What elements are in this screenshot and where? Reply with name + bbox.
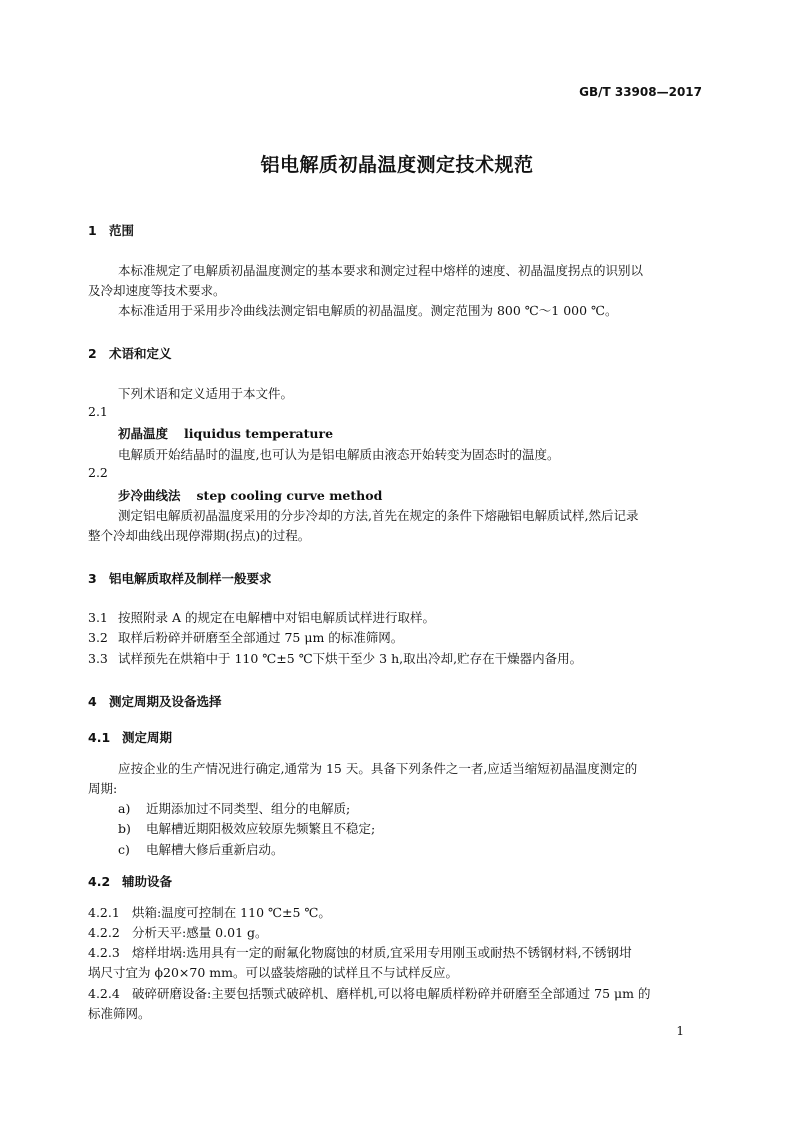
clause-number: 3.3	[88, 651, 108, 666]
section-3-heading	[88, 569, 272, 587]
term-number: 2.2	[88, 465, 108, 480]
list-item	[118, 840, 284, 858]
clause-item	[88, 608, 435, 626]
term-definition: 电解质开始结晶时的温度,也可认为是铝电解质由液态开始转变为固态时的温度。	[118, 447, 560, 462]
term-english: liquidus temperature	[184, 426, 334, 441]
section-number: 3	[88, 571, 97, 586]
subsection-number: 4.1	[88, 730, 111, 745]
clause-text: 烘箱:温度可控制在 110 ℃±5 ℃。	[132, 905, 331, 920]
section-title: 铝电解质取样及制样一般要求	[109, 571, 272, 586]
paragraph-line: 周期:	[88, 781, 118, 796]
list-marker: c)	[118, 842, 130, 857]
term-english: step cooling curve method	[196, 488, 383, 503]
clause-item	[88, 923, 268, 941]
section-number: 2	[88, 346, 97, 361]
list-text: 电解槽近期阳极效应较原先频繁且不稳定;	[146, 821, 376, 836]
clause-text: 取样后粉碎并研磨至全部通过 75 μm 的标准筛网。	[118, 630, 404, 645]
list-marker: a)	[118, 801, 131, 816]
standard-number: GB/T 33908—2017	[579, 85, 702, 99]
paragraph-line: 标准筛网。	[88, 1006, 151, 1021]
clause-item	[88, 628, 403, 646]
clause-text: 熔样坩埚:选用具有一定的耐氟化物腐蚀的材质,宜采用专用刚玉或耐热不锈钢材料,不锈钢坩	[132, 945, 632, 960]
paragraph-line: 埚尺寸宜为 ϕ20×70 mm。可以盛装熔融的试样且不与试样反应。	[88, 965, 458, 980]
clause-text: 破碎研磨设备:主要包括颚式破碎机、磨样机,可以将电解质样粉碎并研磨至全部通过 75 μm 的	[132, 986, 651, 1001]
section-number: 4	[88, 694, 97, 709]
term-number: 2.1	[88, 404, 108, 419]
subsection-number: 4.2	[88, 874, 111, 889]
list-text: 电解槽大修后重新启动。	[146, 842, 284, 857]
paragraph-line: 及冷却速度等技术要求。	[88, 283, 226, 298]
list-marker: b)	[118, 821, 131, 836]
list-text: 近期添加过不同类型、组分的电解质;	[146, 801, 351, 816]
section-number: 1	[88, 223, 97, 238]
section-4-heading	[88, 692, 222, 710]
paragraph-line: 本标准适用于采用步冷曲线法测定铝电解质的初晶温度。测定范围为 800 ℃～1 000 ℃。	[118, 303, 618, 318]
clause-item	[88, 943, 632, 961]
clause-item	[88, 649, 582, 667]
section-2-heading	[88, 344, 172, 362]
clause-number: 4.2.2	[88, 925, 120, 940]
clause-item	[88, 903, 331, 921]
term-definition: 整个冷却曲线出现停滞期(拐点)的过程。	[88, 528, 311, 543]
term-chinese: 初晶温度	[118, 426, 169, 441]
clause-text: 分析天平:感量 0.01 g。	[132, 925, 268, 940]
clause-number: 3.2	[88, 630, 108, 645]
list-item	[118, 799, 350, 817]
paragraph-line: 本标准规定了电解质初晶温度测定的基本要求和测定过程中熔样的速度、初晶温度拐点的识别以	[118, 263, 644, 278]
term-definition: 测定铝电解质初晶温度采用的分步冷却的方法,首先在规定的条件下熔融铝电解质试样,然后记录	[118, 508, 639, 523]
term-chinese: 步冷曲线法	[118, 488, 181, 503]
clause-text: 试样预先在烘箱中于 110 ℃±5 ℃下烘干至少 3 h,取出冷却,贮存在干燥器内备用。	[118, 651, 583, 666]
clause-number: 4.2.4	[88, 986, 120, 1001]
section-1-heading	[88, 221, 134, 239]
section-title: 测定周期及设备选择	[109, 694, 222, 709]
clause-number: 4.2.1	[88, 905, 120, 920]
list-item	[118, 819, 375, 837]
term-entry	[118, 486, 382, 504]
term-entry	[118, 424, 333, 442]
clause-number: 3.1	[88, 610, 108, 625]
subsection-title: 辅助设备	[122, 874, 173, 889]
paragraph-line: 下列术语和定义适用于本文件。	[118, 386, 294, 401]
section-title: 术语和定义	[109, 346, 172, 361]
subsection-4-1-heading	[88, 728, 172, 746]
page-title: 铝电解质初晶温度测定技术规范	[260, 154, 534, 176]
page-number: 1	[676, 1024, 684, 1038]
clause-text: 按照附录 A 的规定在电解槽中对铝电解质试样进行取样。	[118, 610, 435, 625]
clause-number: 4.2.3	[88, 945, 120, 960]
subsection-4-2-heading	[88, 872, 172, 890]
section-title: 范围	[109, 223, 135, 238]
subsection-title: 测定周期	[122, 730, 173, 745]
paragraph-line: 应按企业的生产情况进行确定,通常为 15 天。具备下列条件之一者,应适当缩短初晶温度测定的	[118, 761, 638, 776]
clause-item	[88, 984, 651, 1002]
